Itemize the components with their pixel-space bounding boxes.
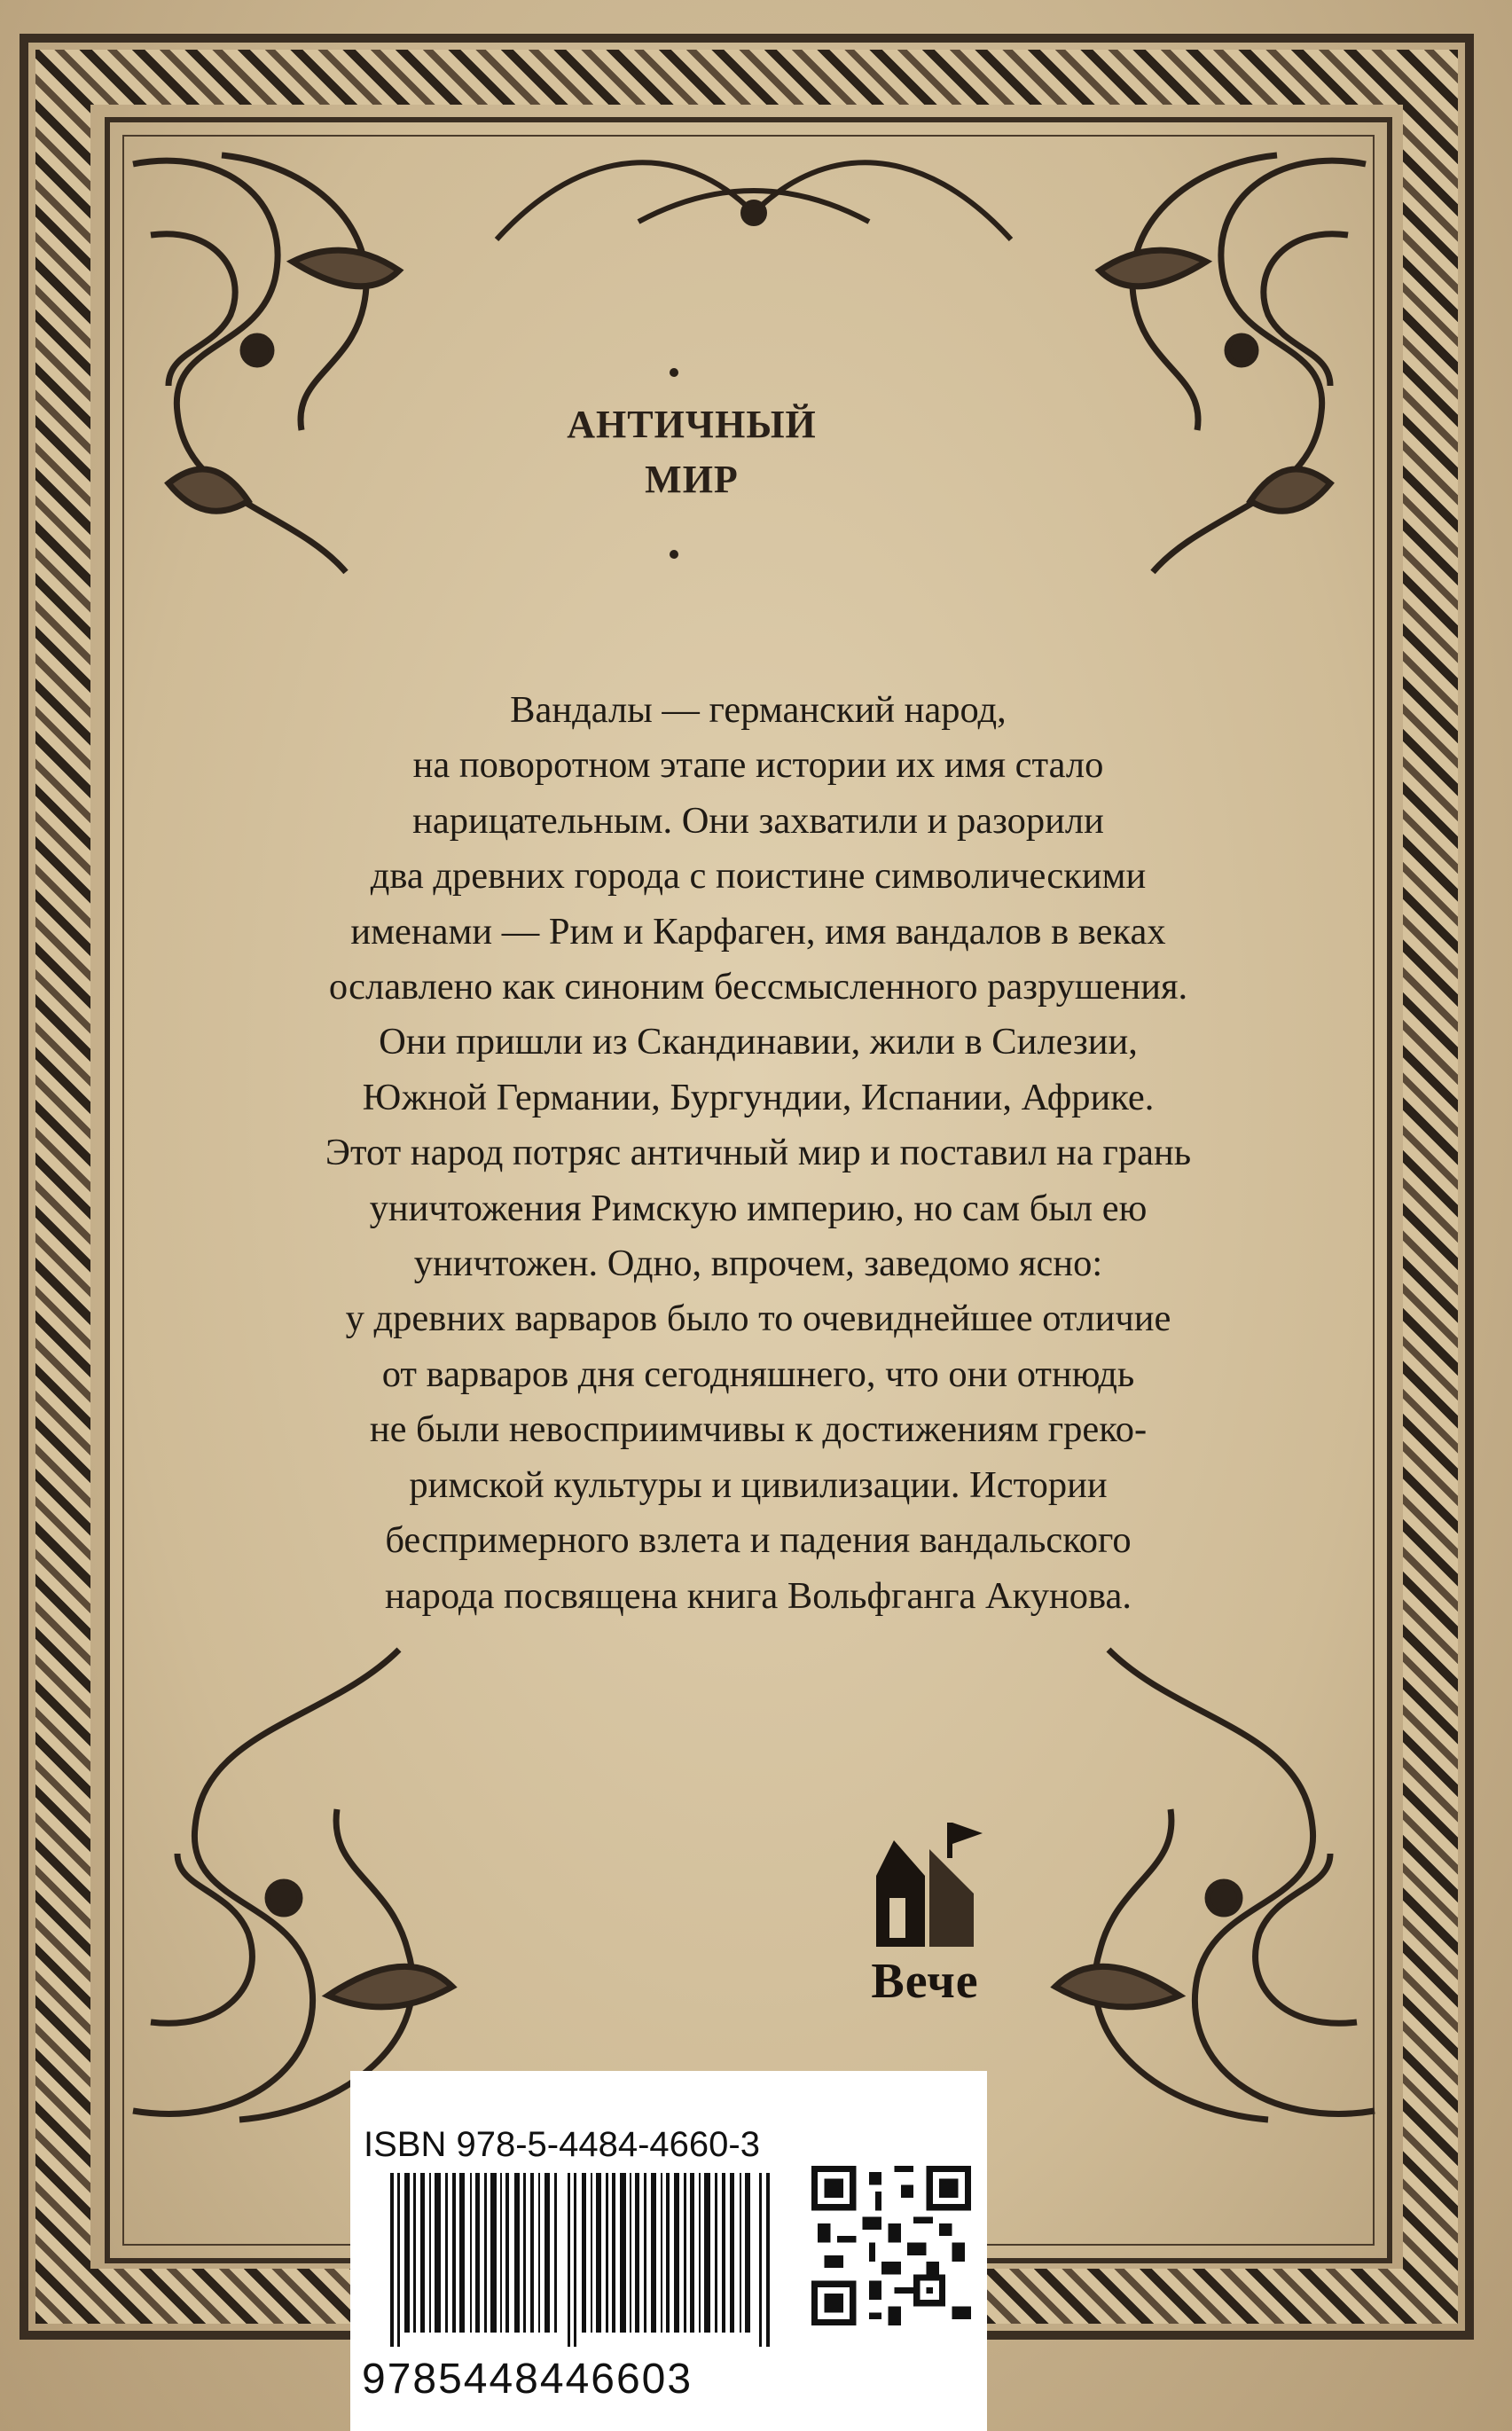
isbn-number: ISBN 978-5-4484-4660-3 — [364, 2125, 760, 2164]
series-bottom-dot — [670, 550, 678, 559]
barcode — [390, 2173, 772, 2347]
description-line: уничтожения Римскую империю, но сам был ею — [369, 1187, 1148, 1229]
description-line: Южной Германии, Бургундии, Испании, Африке. — [362, 1076, 1155, 1118]
description-line: народа посвящена книга Вольфганга Акунова. — [385, 1574, 1132, 1617]
publisher-logo-text: Вече — [871, 1954, 979, 2009]
qr-code — [811, 2166, 971, 2325]
description-line: от варваров дня сегодняшнего, что они отнюдь — [381, 1353, 1135, 1395]
series-label-line2: МИР — [645, 458, 739, 501]
description-line: ославлено как синоним бессмысленного разрушения. — [328, 966, 1188, 1008]
description-line: нарицательным. Они захватили и разорили — [412, 799, 1104, 842]
top-center-ornament — [479, 133, 1029, 266]
ean-digits: 9785448446603 — [362, 2356, 693, 2403]
description-line: уничтожен. Одно, впрочем, заведомо ясно: — [413, 1243, 1103, 1285]
top-left-ornament — [115, 129, 488, 625]
series-label-line1: АНТИЧНЫЙ — [567, 403, 817, 446]
series-label — [497, 397, 887, 507]
description-line: именами — Рим и Карфаген, имя вандалов в веках — [350, 910, 1166, 953]
bottom-left-ornament — [115, 1632, 576, 2146]
description-line: Они пришли из Скандинавии, жили в Силезии, — [379, 1021, 1138, 1063]
top-right-ornament — [1011, 129, 1383, 625]
description-line: Вандалы — германский народ, — [510, 689, 1007, 731]
description-line: римской культуры и цивилизации. Истории — [409, 1463, 1108, 1506]
description-line: у древних варваров было то очевиднейшее отличие — [345, 1298, 1171, 1340]
description-line: два древних города с поистине символическими — [370, 855, 1147, 898]
description-line: не были невосприимчивы к достижениям греко- — [369, 1408, 1148, 1451]
series-top-dot — [670, 368, 678, 377]
description-line: на поворотном этапе истории их имя стало — [412, 744, 1104, 787]
book-description — [168, 683, 1348, 1624]
description-line: беспримерного взлета и падения вандальского — [385, 1519, 1132, 1562]
description-line: Этот народ потряс античный мир и поставил на грань — [325, 1132, 1192, 1174]
